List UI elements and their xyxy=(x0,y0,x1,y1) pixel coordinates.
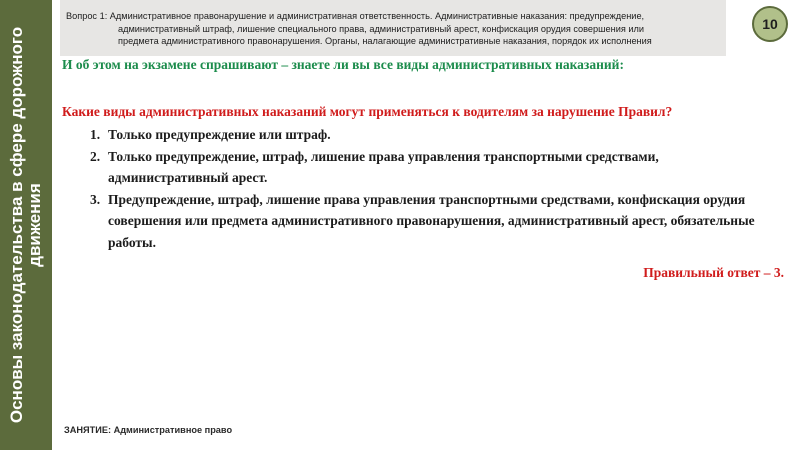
header-line-1: Вопрос 1: Административное правонарушение и административная ответственность. Административные наказания: предупреждение, xyxy=(66,11,645,21)
option-text: Только предупреждение, штраф, лишение права управления транспортными средствами, административный арест. xyxy=(108,148,659,185)
option-text: Предупреждение, штраф, лишение права управления транспортными средствами, конфискация орудия совершения или предмета административного правонарушения, административный арест, обязательные работы. xyxy=(108,191,755,250)
intro-text: И об этом на экзамене спрашивают – знаете ли вы все виды административных наказаний: xyxy=(62,57,624,72)
question-header xyxy=(60,0,726,56)
correct-answer: Правильный ответ – 3. xyxy=(643,265,784,280)
sidebar xyxy=(0,0,52,450)
sidebar-title: Основы законодательства в сфере дорожного движения xyxy=(7,26,44,424)
header-line-3: предмета административного правонарушения. Органы, налагающие административные наказания, порядок их исполнения xyxy=(118,36,652,46)
option-number: 2. xyxy=(90,148,101,164)
answer-option-3 xyxy=(90,189,770,254)
exam-question: Какие виды административных наказаний могут применяться к водителям за нарушение Правил? xyxy=(62,104,673,119)
option-text: Только предупреждение или штраф. xyxy=(108,127,331,142)
answer-options xyxy=(90,124,770,253)
slide-number-badge: 10 xyxy=(752,6,788,42)
answer-option-1 xyxy=(90,124,770,146)
answer-option-2 xyxy=(90,146,770,189)
header-line-2: административный штраф, лишение специального права, административный арест, конфискация орудия совершения или xyxy=(118,23,644,34)
option-number: 1. xyxy=(90,127,101,142)
lesson-footer: ЗАНЯТИЕ: Административное право xyxy=(64,425,233,435)
option-number: 3. xyxy=(90,191,101,207)
